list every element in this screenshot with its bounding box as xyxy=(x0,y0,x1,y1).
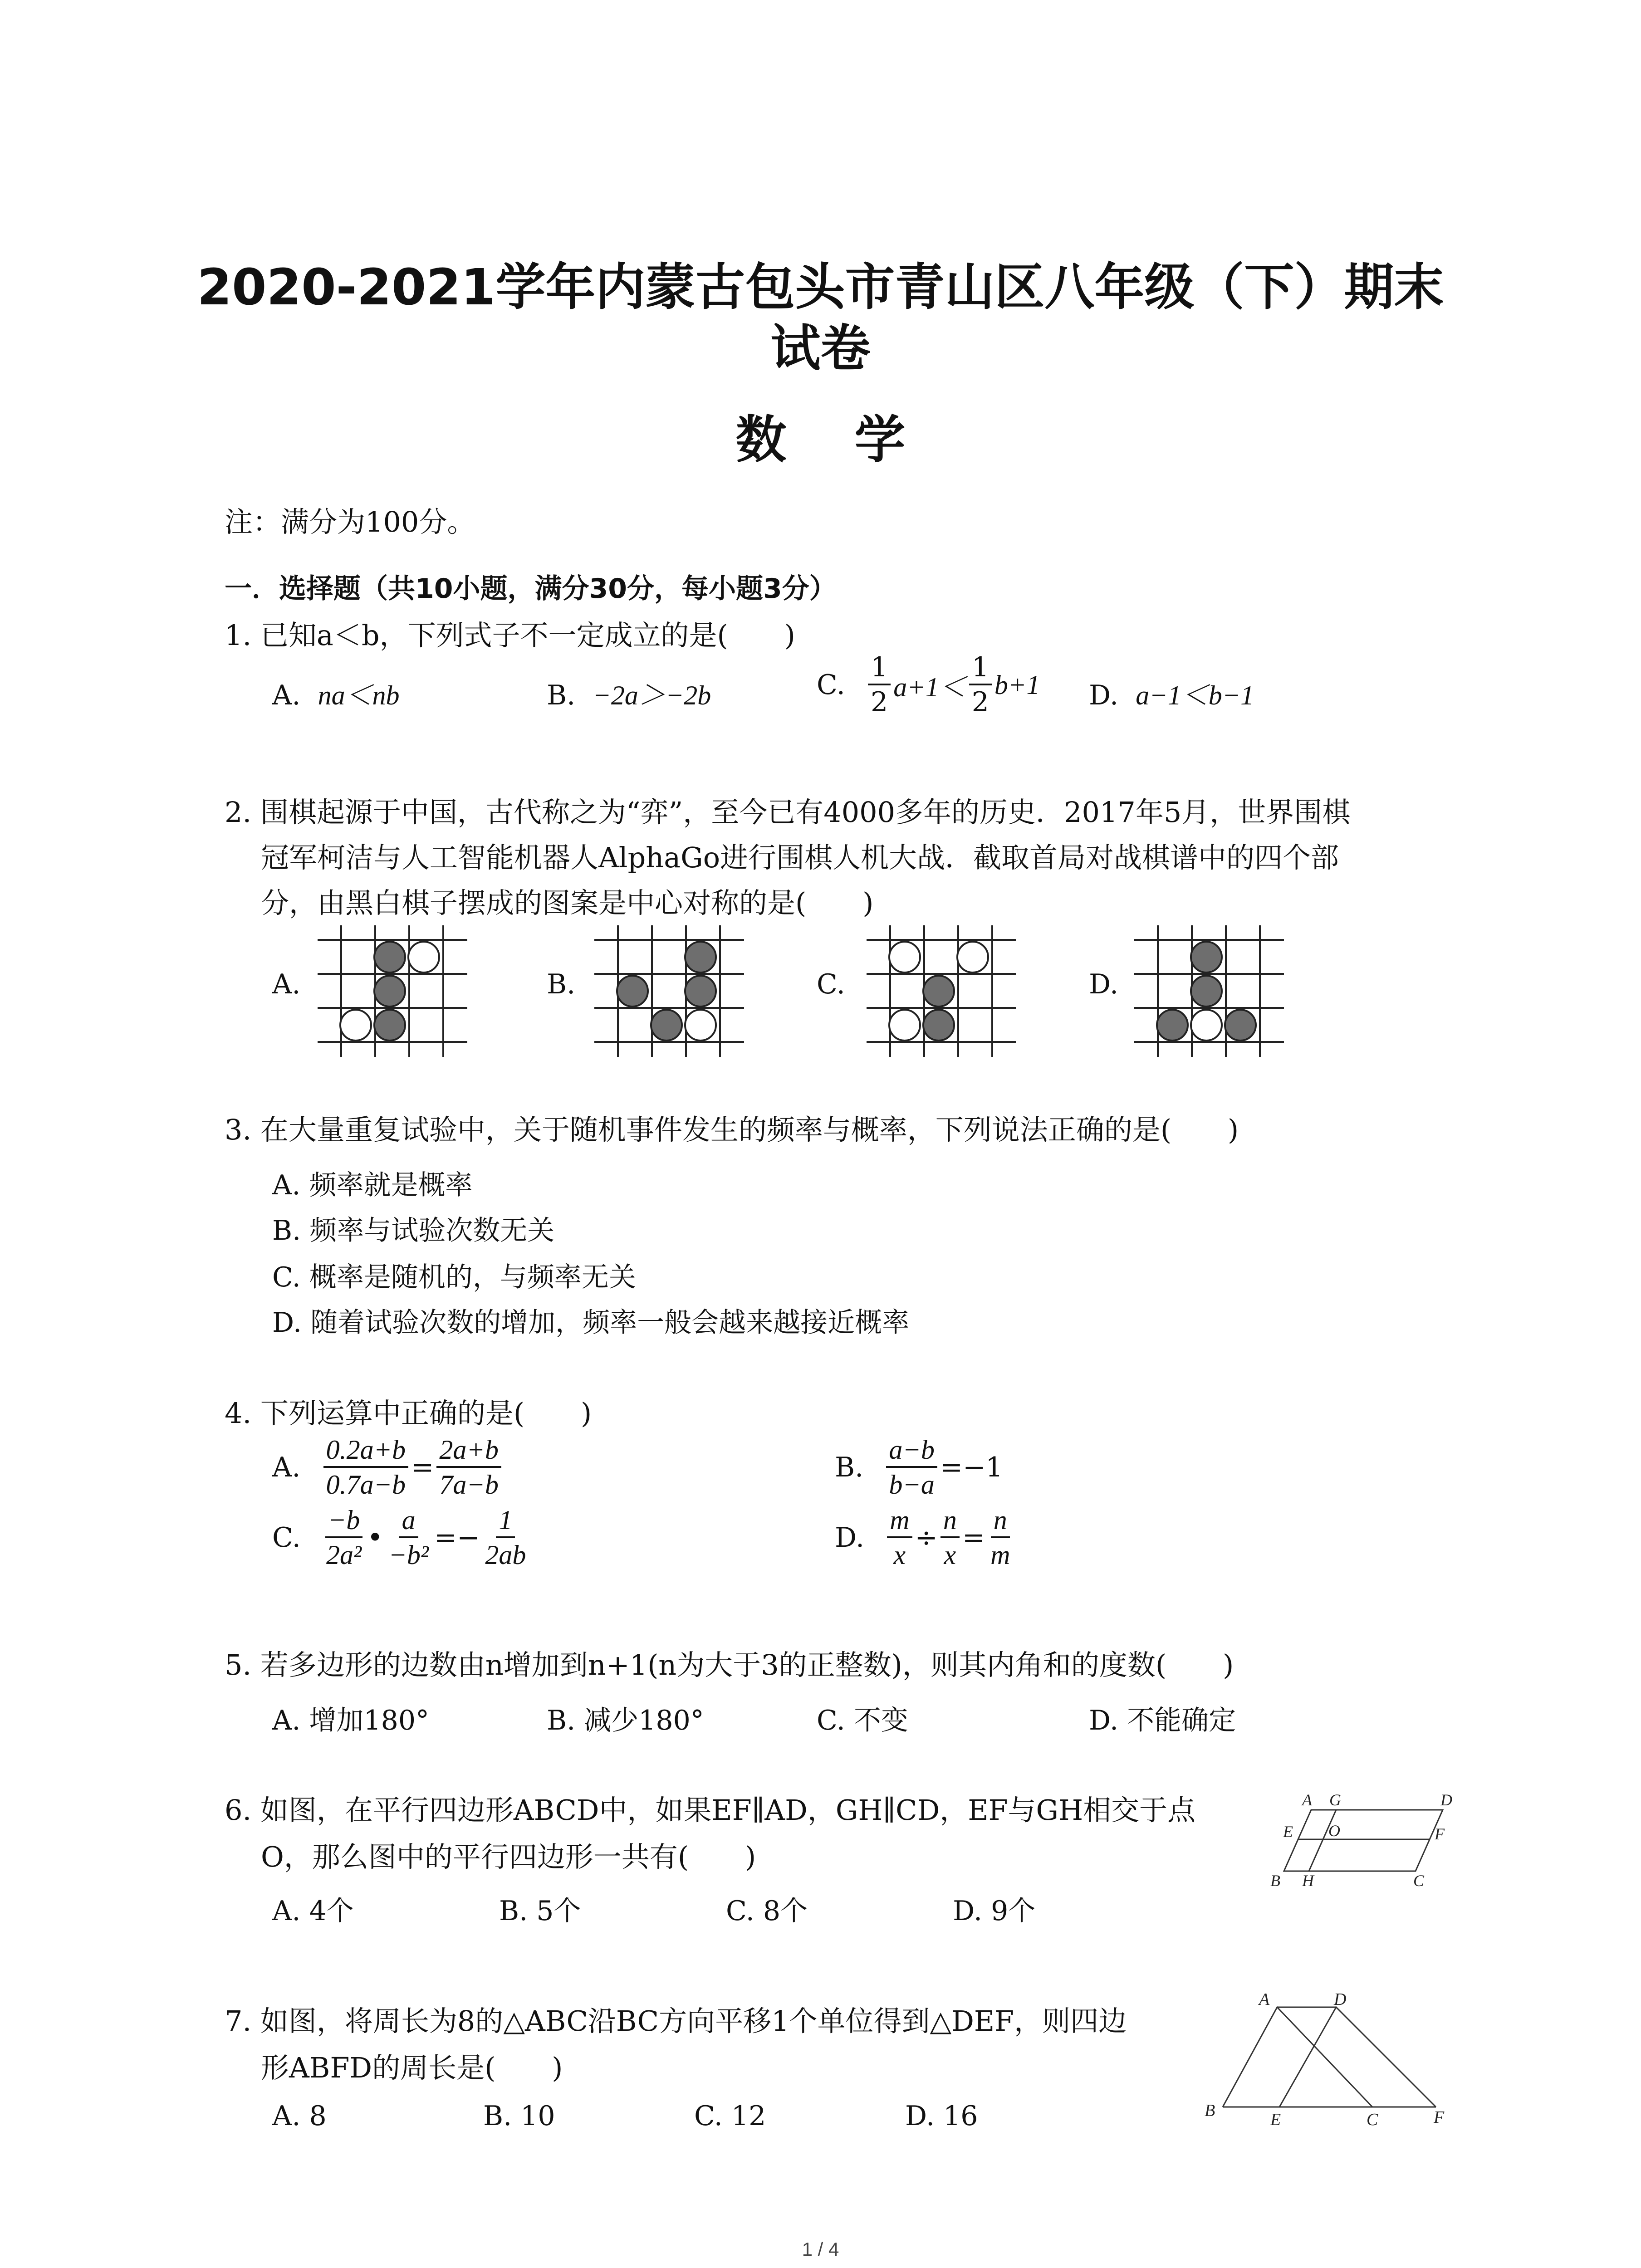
q1-stem: 1. 已知a＜b，下列式子不一定成立的是( ) xyxy=(225,619,795,652)
q4-option-c: C. $\frac{-b}{\text{2a²}}$ • $\frac{a}{\text{−b²}}$ =− $\frac{1}{2ab}$ xyxy=(272,1505,526,1570)
score-note: 注：满分为100分。 xyxy=(225,505,475,538)
q7-label-f: F xyxy=(1434,2108,1445,2127)
q2-label-b: B. xyxy=(547,968,576,1000)
q7-stem-line2: 形ABFD的周长是( ) xyxy=(261,2051,563,2084)
q4-stem: 4. 下列运算中正确的是( ) xyxy=(225,1397,592,1430)
q2-label-a: A. xyxy=(272,968,301,1000)
q7-label-c: C xyxy=(1367,2110,1378,2129)
q2-label-c: C. xyxy=(817,968,845,1000)
q7-label-a: A xyxy=(1259,1990,1270,2009)
q6-stem-line2: O，那么图中的平行四边形一共有( ) xyxy=(261,1840,756,1873)
q6-option-c: C. 8个 xyxy=(726,1895,808,1927)
q7-label-e: E xyxy=(1270,2110,1281,2129)
q7-label-b: B xyxy=(1205,2101,1215,2120)
q5-option-a: A. 增加180° xyxy=(272,1705,429,1736)
q3-option-c: C. 概率是随机的，与频率无关 xyxy=(272,1261,636,1293)
q5-option-b: B. 减少180° xyxy=(547,1705,704,1736)
q6-option-a: A. 4个 xyxy=(272,1895,354,1927)
q1-option-d: D. a−1＜b−1 xyxy=(1089,679,1254,711)
q6-label-o: O xyxy=(1328,1822,1340,1840)
q4-option-b: B. $\frac{a-b}{b-a}$ =−1 xyxy=(835,1435,1003,1500)
q4-option-d: D. $\frac{m}{x}$ ÷ $\frac{n}{x}$ = $\frac{n}{m}$ xyxy=(835,1505,1010,1570)
q7-option-b: B. 10 xyxy=(483,2100,555,2132)
page-title: 2020-2021学年内蒙古包头市青山区八年级（下）期末 xyxy=(197,258,1444,316)
q2-stem-line3: 分，由黑白棋子摆成的图案是中心对称的是( ) xyxy=(261,886,874,919)
q6-label-e: E xyxy=(1283,1823,1293,1841)
q6-option-d: D. 9个 xyxy=(953,1895,1036,1927)
q6-label-b: B xyxy=(1270,1872,1280,1890)
q6-label-d: D xyxy=(1440,1792,1452,1809)
q7-stem-line1: 7. 如图，将周长为8的△ABC沿BC方向平移1个单位得到△DEF，则四边 xyxy=(225,2004,1127,2038)
q3-option-d: D. 随着试验次数的增加，频率一般会越来越接近概率 xyxy=(272,1307,910,1339)
q6-label-c: C xyxy=(1413,1872,1425,1890)
q5-option-c: C. 不变 xyxy=(817,1705,908,1736)
go-pattern-d xyxy=(1134,925,1284,1057)
section-heading: 一．选择题（共10小题，满分30分，每小题3分） xyxy=(225,573,837,605)
q1-option-a: A. na＜nb xyxy=(272,679,400,711)
q7-option-d: D. 16 xyxy=(905,2100,978,2132)
q7-translation-figure xyxy=(1198,1987,1452,2132)
q2-stem-line1: 2. 围棋起源于中国，古代称之为“弈”，至今已有4000多年的历史．2017年5月，世界围棋 xyxy=(225,796,1351,829)
page-title-line2: 试卷 xyxy=(770,319,871,377)
q2-label-d: D. xyxy=(1089,968,1119,1000)
q6-stem-line1: 6. 如图，在平行四边形ABCD中，如果EF∥AD，GH∥CD，EF与GH相交于点 xyxy=(225,1794,1196,1827)
q6-option-b: B. 5个 xyxy=(499,1895,581,1927)
page-number: 1 / 4 xyxy=(802,2239,839,2260)
q3-option-a: A. 频率就是概率 xyxy=(272,1169,473,1201)
q1-option-b: B. −2a＞−2b xyxy=(547,679,711,711)
q1-option-c: C. $\frac{1}{2}$ a+1＜ $\frac{1}{2}$ b+1 xyxy=(817,651,1040,718)
q7-label-d: D xyxy=(1334,1990,1347,2009)
q2-stem-line2: 冠军柯洁与人工智能机器人AlphaGo进行围棋人机大战．截取首局对战棋谱中的四个部 xyxy=(261,841,1339,874)
q5-option-d: D. 不能确定 xyxy=(1089,1705,1236,1736)
q3-option-b: B. 频率与试验次数无关 xyxy=(272,1215,555,1246)
q5-stem: 5. 若多边形的边数由n增加到n+1(n为大于3的正整数)，则其内角和的度数( ) xyxy=(225,1648,1234,1681)
go-pattern-b xyxy=(594,925,744,1057)
q7-option-c: C. 12 xyxy=(694,2100,766,2132)
q3-stem: 3. 在大量重复试验中，关于随机事件发生的频率与概率，下列说法正确的是( ) xyxy=(225,1113,1239,1146)
q6-label-f: F xyxy=(1435,1825,1445,1843)
q6-label-g: G xyxy=(1329,1792,1341,1809)
q7-option-a: A. 8 xyxy=(272,2100,327,2132)
q6-label-a: A xyxy=(1302,1792,1312,1809)
q6-parallelogram-figure xyxy=(1261,1792,1461,1892)
subject-heading: 数学 xyxy=(735,411,974,469)
q4-option-a: A. $\frac{0.2a+b}{0.7a-b}$ = $\frac{2a+b}{7a-b}$ xyxy=(272,1436,501,1499)
go-pattern-c xyxy=(867,925,1016,1057)
go-pattern-a xyxy=(318,925,467,1057)
q6-label-h: H xyxy=(1302,1872,1314,1890)
